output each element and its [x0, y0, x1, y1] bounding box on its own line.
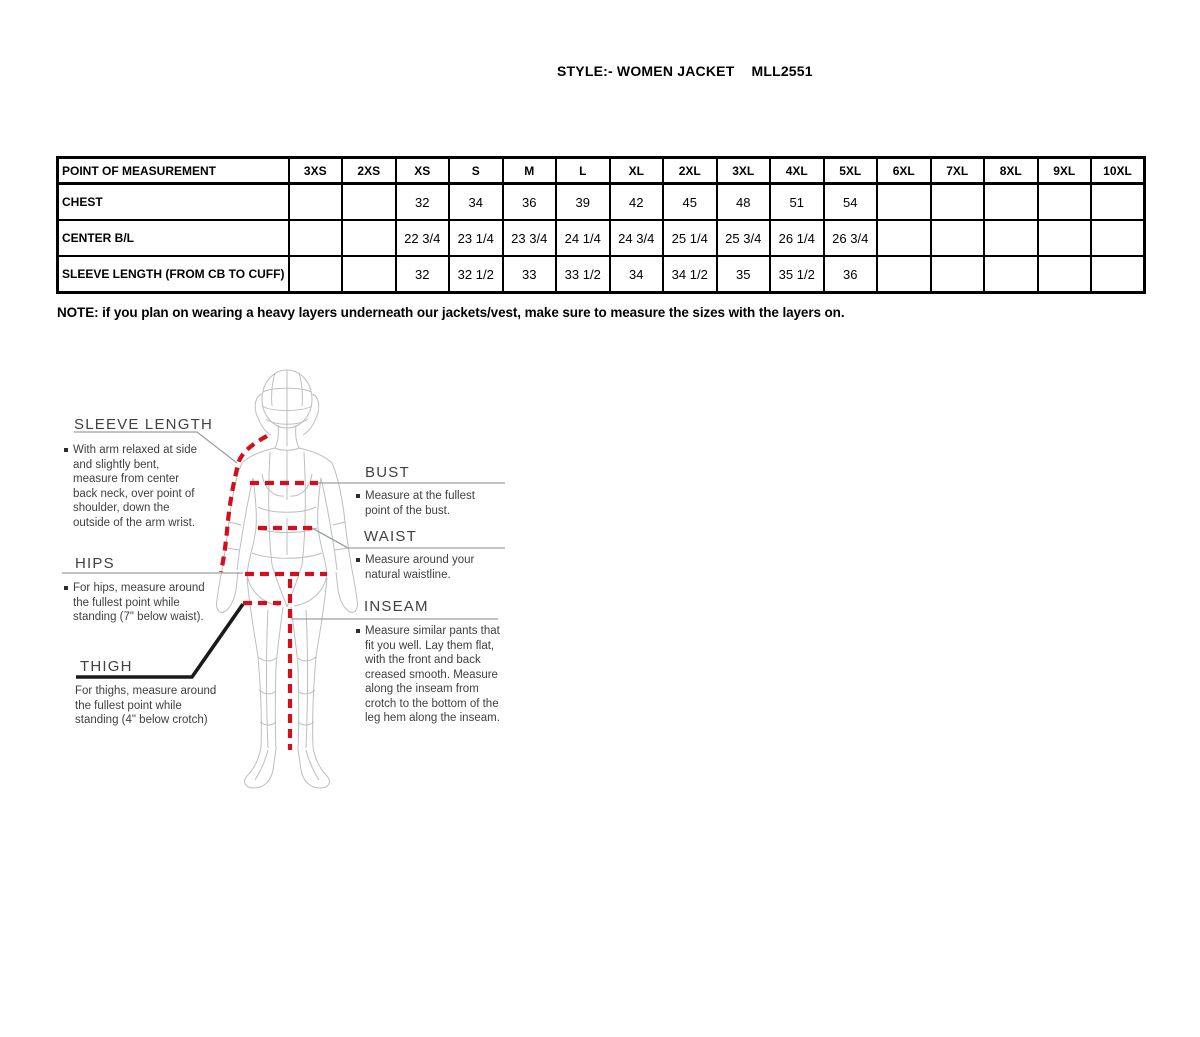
measurement-value-cell: 36	[503, 184, 557, 221]
measurement-value-cell: 25 1/4	[663, 220, 717, 256]
bullet-icon	[64, 586, 68, 590]
measurement-value-cell: 35	[717, 256, 771, 293]
thigh-heading: THIGH	[80, 658, 133, 675]
measurement-value-cell: 26 3/4	[824, 220, 878, 256]
measurement-value-cell	[1038, 256, 1092, 293]
measurement-row-label: CHEST	[58, 184, 289, 221]
measurement-value-cell: 34	[449, 184, 503, 221]
measurement-value-cell	[1091, 184, 1145, 221]
measurement-value-cell	[342, 220, 396, 256]
measurement-value-cell: 42	[610, 184, 664, 221]
measurement-value-cell: 34 1/2	[663, 256, 717, 293]
page-title	[557, 63, 813, 79]
bullet-icon	[356, 494, 360, 498]
note-text: NOTE: if you plan on wearing a heavy layers underneath our jackets/vest, make sure to measure the sizes with the layers on.	[57, 305, 845, 320]
bullet-icon	[356, 558, 360, 562]
style-code: MLL2551	[751, 63, 813, 79]
size-header-s: S	[449, 158, 503, 184]
measurement-value-cell: 24 1/4	[556, 220, 610, 256]
figure-wireframe	[216, 370, 357, 788]
measurement-value-cell: 51	[770, 184, 824, 221]
size-header-6xl: 6XL	[877, 158, 931, 184]
bust-heading: BUST	[365, 464, 410, 481]
measurement-value-cell: 32 1/2	[449, 256, 503, 293]
measurement-value-cell: 48	[717, 184, 771, 221]
measurement-value-cell: 25 3/4	[717, 220, 771, 256]
measurement-value-cell	[289, 220, 343, 256]
hips-description: For hips, measure around the fullest point while standing (7" below waist).	[64, 581, 216, 625]
measurement-value-cell: 45	[663, 184, 717, 221]
measurement-value-cell	[1038, 184, 1092, 221]
measurement-value-cell	[1091, 256, 1145, 293]
hips-heading: HIPS	[75, 555, 115, 572]
thigh-description: For thighs, measure around the fullest point while standing (4" below crotch)	[75, 685, 217, 726]
measurement-value-cell: 36	[824, 256, 878, 293]
measurement-row	[58, 184, 1145, 221]
measurement-value-cell: 23 3/4	[503, 220, 557, 256]
size-header-3xs: 3XS	[289, 158, 343, 184]
measurement-value-cell	[342, 256, 396, 293]
measurement-value-cell	[289, 184, 343, 221]
measurement-value-cell: 24 3/4	[610, 220, 664, 256]
size-table-container	[56, 156, 1143, 294]
measurement-value-cell	[1038, 220, 1092, 256]
measurement-value-cell	[984, 256, 1038, 293]
measurement-row	[58, 256, 1145, 293]
size-header-2xl: 2XL	[663, 158, 717, 184]
measurement-value-cell	[931, 256, 985, 293]
size-header-10xl: 10XL	[1091, 158, 1145, 184]
size-header-9xl: 9XL	[1038, 158, 1092, 184]
measurement-value-cell: 26 1/4	[770, 220, 824, 256]
style-label: STYLE:- WOMEN JACKET	[557, 63, 735, 79]
measurement-lines	[221, 436, 327, 750]
size-header-7xl: 7XL	[931, 158, 985, 184]
size-header-l: L	[556, 158, 610, 184]
bullet-icon	[356, 629, 360, 633]
measurement-value-cell: 34	[610, 256, 664, 293]
measurement-value-cell	[877, 256, 931, 293]
sleeve-measure-line	[221, 436, 267, 572]
inseam-heading: INSEAM	[364, 598, 429, 615]
measurement-value-cell	[342, 184, 396, 221]
size-table-header-row	[58, 158, 1145, 184]
measurement-row-label: CENTER B/L	[58, 220, 289, 256]
size-table	[56, 156, 1146, 294]
measurement-value-cell: 22 3/4	[396, 220, 450, 256]
measurement-value-cell: 23 1/4	[449, 220, 503, 256]
measurement-value-cell	[877, 220, 931, 256]
inseam-description: Measure similar pants that fit you well. Lay them flat, with the front and back creased smooth. Measure along the inseam from crotch to the bottom of the leg hem along the inseam.	[356, 624, 502, 726]
size-header-5xl: 5XL	[824, 158, 878, 184]
measurement-row	[58, 220, 1145, 256]
waist-heading: WAIST	[364, 528, 417, 545]
measurement-value-cell	[931, 220, 985, 256]
measurement-row-label: SLEEVE LENGTH (FROM CB TO CUFF)	[58, 256, 289, 293]
sleeve-length-description: With arm relaxed at side and slightly bent, measure from center back neck, over point of shoulder, down the outside of the arm wrist.	[64, 443, 204, 530]
measurement-value-cell	[931, 184, 985, 221]
point-of-measurement-header: POINT OF MEASUREMENT	[58, 158, 289, 184]
sleeve-length-heading: SLEEVE LENGTH	[74, 416, 213, 433]
size-header-m: M	[503, 158, 557, 184]
size-header-2xs: 2XS	[342, 158, 396, 184]
size-header-8xl: 8XL	[984, 158, 1038, 184]
measurement-value-cell: 33 1/2	[556, 256, 610, 293]
size-header-xs: XS	[396, 158, 450, 184]
measurement-value-cell	[1091, 220, 1145, 256]
measurement-value-cell: 54	[824, 184, 878, 221]
measurement-value-cell: 35 1/2	[770, 256, 824, 293]
measurement-value-cell	[984, 184, 1038, 221]
measurement-value-cell: 33	[503, 256, 557, 293]
measurement-value-cell: 32	[396, 256, 450, 293]
size-header-3xl: 3XL	[717, 158, 771, 184]
size-header-xl: XL	[610, 158, 664, 184]
bust-description: Measure at the fullest point of the bust.	[356, 489, 488, 518]
measurement-value-cell: 32	[396, 184, 450, 221]
measurement-value-cell	[289, 256, 343, 293]
size-header-4xl: 4XL	[770, 158, 824, 184]
waist-description: Measure around your natural waistline.	[356, 553, 494, 582]
measurement-value-cell: 39	[556, 184, 610, 221]
bullet-icon	[64, 448, 68, 452]
measurement-value-cell	[877, 184, 931, 221]
measurement-value-cell	[984, 220, 1038, 256]
